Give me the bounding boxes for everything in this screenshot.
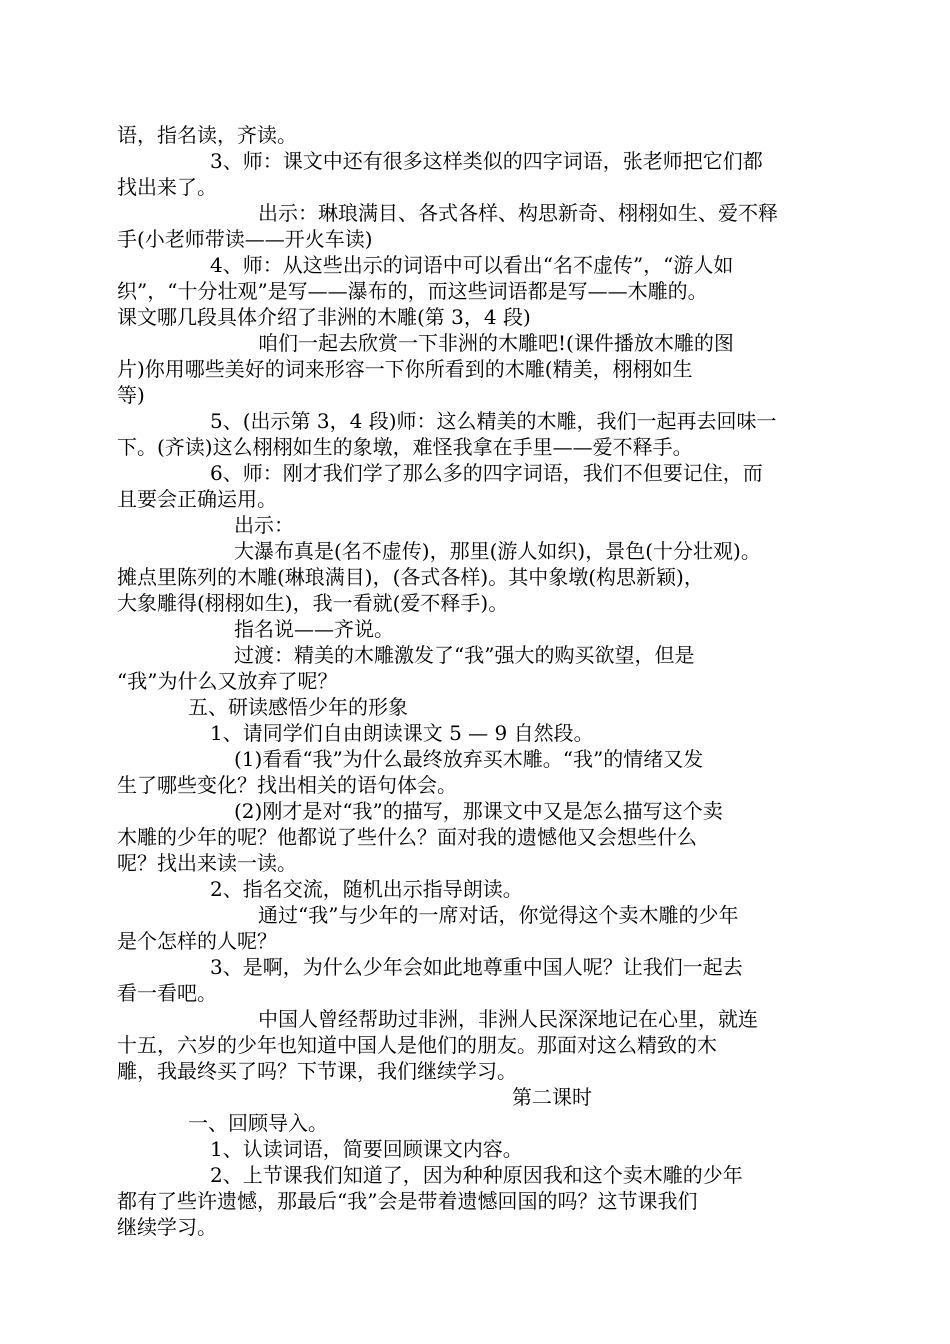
text-line: 出示： (234, 513, 294, 537)
text-line: 大瀑布真是(名不虚传)，那里(游人如织)，景色(十分壮观)。 (234, 539, 761, 563)
text-line: 5、(出示第 3，4 段)师：这么精美的木雕，我们一起再去回味一 (210, 409, 777, 433)
text-line: 是个怎样的人呢？ (117, 929, 277, 953)
text-line: 1、认读词语，简要回顾课文内容。 (210, 1137, 523, 1161)
text-line: 织”，“十分壮观”是写——瀑布的，而这些词语都是写——木雕的。 (117, 279, 708, 303)
text-line: 课文哪几段具体介绍了非洲的木雕(第 3，4 段) (117, 305, 531, 329)
text-line: 指名说——齐说。 (234, 617, 394, 641)
text-line: 4、师：从这些出示的词语中可以看出“名不虚传”，“游人如 (210, 253, 734, 277)
text-line: 通过“我”与少年的一席对话，你觉得这个卖木雕的少年 (258, 903, 739, 927)
text-line: 生了哪些变化？找出相关的语句体会。 (117, 773, 457, 797)
section-heading: 五、研读感悟少年的形象 (188, 695, 408, 719)
text-line: 看一看吧。 (117, 981, 217, 1005)
text-line: 咱们一起去欣赏一下非洲的木雕吧!(课件播放木雕的图 (258, 331, 734, 355)
text-line: 呢？找出来读一读。 (117, 851, 297, 875)
text-line: 3、师：课文中还有很多这样类似的四字词语，张老师把它们都 (210, 149, 763, 173)
text-line: 下。(齐读)这么栩栩如生的象墩，难怪我拿在手里——爱不释手。 (117, 435, 693, 459)
section-heading: 一、回顾导入。 (188, 1111, 328, 1135)
text-line: 十五，六岁的少年也知道中国人是他们的朋友。那面对这么精致的木 (117, 1033, 717, 1057)
text-line: (2)刚才是对“我”的描写，那课文中又是怎么描写这个卖 (234, 799, 723, 823)
text-line: 2、上节课我们知道了，因为种种原因我和这个卖木雕的少年 (210, 1163, 743, 1187)
text-line: 手(小老师带读——开火车读) (117, 227, 373, 251)
text-line: 出示：琳琅满目、各式各样、构思新奇、栩栩如生、爱不释 (258, 201, 778, 225)
text-line: 片)你用哪些美好的词来形容一下你所看到的木雕(精美，栩栩如生 (117, 357, 693, 381)
text-line: 等) (117, 383, 145, 407)
text-line: 摊点里陈列的木雕(琳琅满目)，(各式各样)。其中象墩(构思新颖)， (117, 565, 704, 589)
text-line: 雕，我最终买了吗？下节课，我们继续学习。 (117, 1059, 517, 1083)
text-line: (1)看看“我”为什么最终放弃买木雕。“我”的情绪又发 (234, 747, 704, 771)
text-line: 过渡：精美的木雕激发了“我”强大的购买欲望，但是 (234, 643, 695, 667)
text-line: 继续学习。 (117, 1215, 217, 1239)
text-line: 1、请同学们自由朗读课文 5 — 9 自然段。 (210, 721, 594, 745)
lesson-title: 第二课时 (512, 1085, 592, 1109)
text-line: 6、师：刚才我们学了那么多的四字词语，我们不但要记住，而 (210, 461, 763, 485)
text-line: 木雕的少年的呢？他都说了些什么？面对我的遗憾他又会想些什么 (117, 825, 697, 849)
text-line: 2、指名交流，随机出示指导朗读。 (210, 877, 523, 901)
text-line: 中国人曾经帮助过非洲，非洲人民深深地记在心里，就连 (258, 1007, 758, 1031)
text-line: 且要会正确运用。 (117, 487, 277, 511)
text-line: 大象雕得(栩栩如生)，我一看就(爱不释手)。 (117, 591, 509, 615)
text-line: 3、是啊，为什么少年会如此地尊重中国人呢？让我们一起去 (210, 955, 743, 979)
text-line: 找出来了。 (117, 175, 217, 199)
text-line: 都有了些许遗憾，那最后“我”会是带着遗憾回国的吗？这节课我们 (117, 1189, 698, 1213)
text-line: “我”为什么又放弃了呢？ (117, 669, 338, 693)
text-line: 语，指名读，齐读。 (117, 123, 297, 147)
